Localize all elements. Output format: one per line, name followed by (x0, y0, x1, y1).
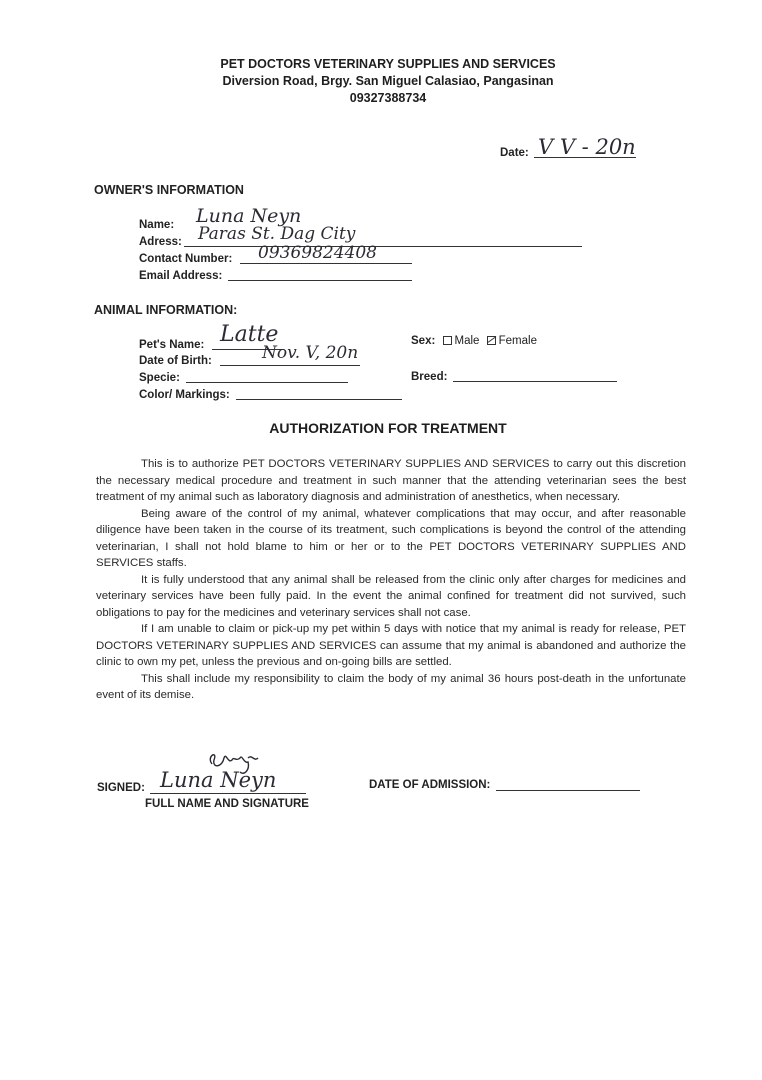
authorization-body (96, 456, 686, 704)
breed-label: Breed: (411, 371, 448, 383)
pet-name-value: Latte (220, 322, 279, 347)
clinic-address: Diversion Road, Brgy. San Miguel Calasiao, Pangasinan (222, 74, 554, 88)
clinic-phone: 09327388734 (349, 91, 427, 105)
signature-line (150, 793, 306, 794)
female-checkbox[interactable] (487, 336, 496, 345)
color-markings-label: Color/ Markings: (139, 389, 230, 401)
dob-value: Nov. V, 20n (262, 343, 359, 363)
contact-number-line (240, 263, 412, 264)
breed-line (453, 381, 617, 382)
owner-address-label: Adress: (139, 236, 182, 248)
specie-label: Specie: (139, 372, 180, 384)
male-option-label: Male (454, 335, 480, 347)
owner-name-label: Name: (139, 219, 175, 231)
date-of-admission-label: DATE OF ADMISSION: (369, 779, 491, 791)
authorization-paragraph: If I am unable to claim or pick-up my pet within 5 days with notice that my animal is ready for release, PET DOCTORS VETERINARY SUPPLIES AND SERVICES can assume that my animal is abandoned and authorize the clinic to own my pet, unless the previous and on-going bills are settled. (96, 623, 686, 668)
sex-label: Sex: (411, 335, 436, 347)
authorization-paragraph: This shall include my responsibility to claim the body of my animal 36 hours post-death in the unfortunate event of its demise. (96, 672, 686, 701)
date-of-admission-line (496, 790, 640, 791)
signed-name: Luna Neyn (160, 768, 277, 792)
authorization-title: AUTHORIZATION FOR TREATMENT (269, 420, 507, 436)
specie-line (186, 382, 348, 383)
owner-section-title: OWNER'S INFORMATION (94, 183, 244, 197)
signature-caption: FULL NAME AND SIGNATURE (145, 798, 309, 810)
email-line (228, 280, 412, 281)
clinic-name: PET DOCTORS VETERINARY SUPPLIES AND SERVICES (220, 57, 556, 71)
date-label: Date: (500, 147, 529, 159)
sex-field (411, 335, 537, 347)
contact-number-value: 09369824408 (258, 243, 377, 263)
male-checkbox[interactable] (443, 336, 452, 345)
contact-number-label: Contact Number: (139, 253, 233, 265)
owner-address-value: Paras St. Dag City (198, 224, 356, 244)
authorization-paragraph: Being aware of the control of my animal, whatever complications that may occur, and after reasonable diligence have been taken in the course of its treatment, such complications is beyond the control of the attending veterinarian, I shall not hold blame to him or her or to the PET DOCTORS VETERINARY SUPPLIES AND SERVICES staffs. (96, 507, 686, 569)
clinic-header (0, 56, 762, 107)
owner-address-line (184, 246, 582, 247)
female-option-label: Female (498, 335, 537, 347)
signed-label: SIGNED: (97, 782, 145, 794)
pet-name-label: Pet's Name: (139, 339, 205, 351)
animal-section-title: ANIMAL INFORMATION: (94, 303, 238, 317)
color-markings-line (236, 399, 402, 400)
authorization-paragraph: It is fully understood that any animal shall be released from the clinic only after charges for medicines and veterinary services have been fully paid. In the event the animal confined for treatment did not survived, such obligations to pay for the medicines and veterinary services shall not case. (96, 573, 686, 619)
date-value: V V - 20n (538, 135, 636, 159)
dob-line (220, 365, 360, 366)
email-label: Email Address: (139, 270, 223, 282)
authorization-paragraph: This is to authorize PET DOCTORS VETERINARY SUPPLIES AND SERVICES to carry out this discretion the necessary medical procedure and treatment in such manner that the attending veterinarian sees the best treatment of my animal such as laboratory diagnosis and administration of anesthetics, when necessary. (96, 458, 686, 503)
owner-name-value: Luna Neyn (196, 205, 302, 227)
dob-label: Date of Birth: (139, 355, 212, 367)
